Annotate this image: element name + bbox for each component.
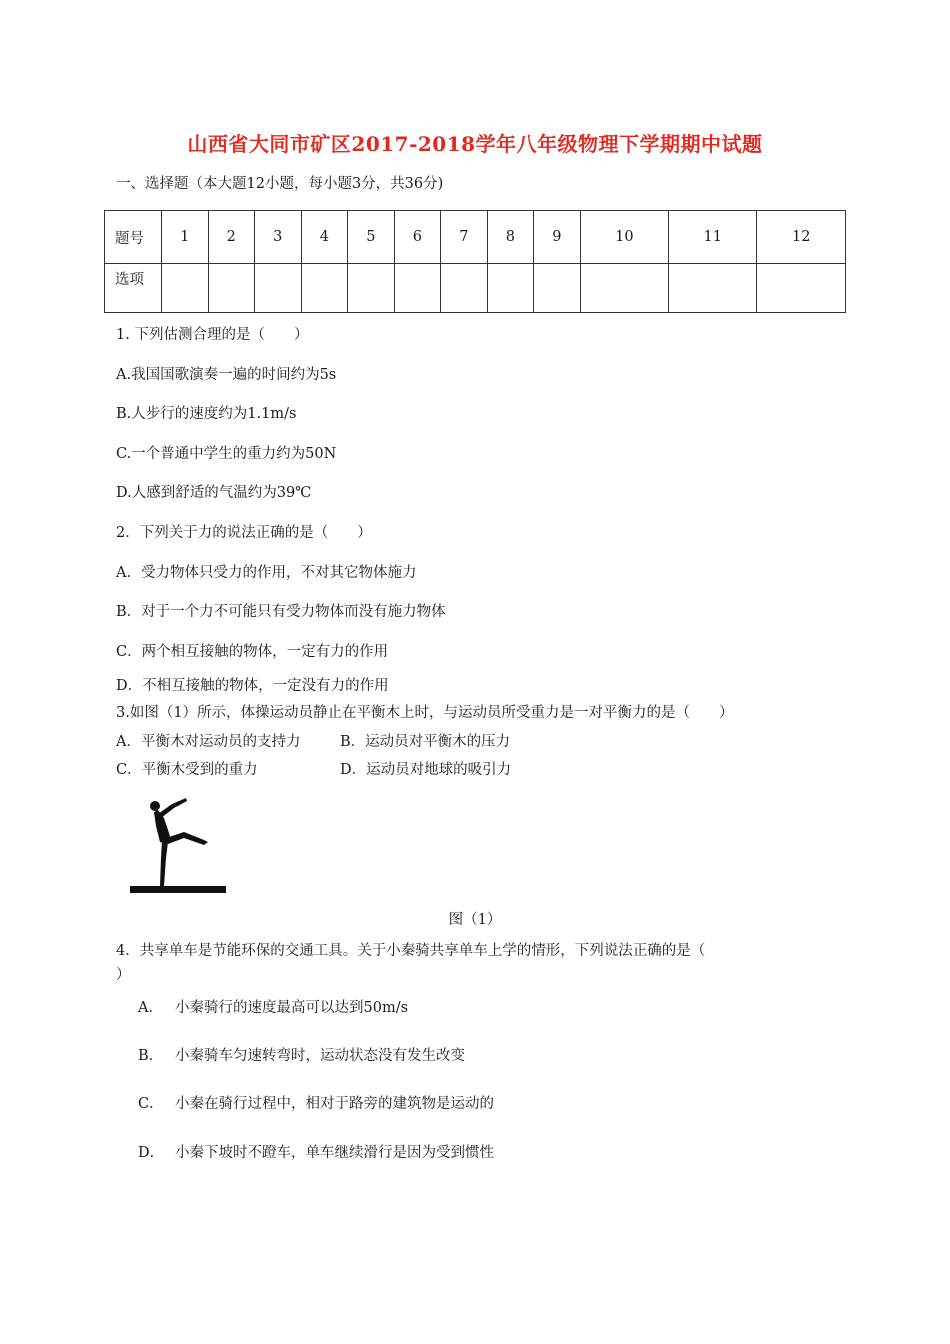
answer-table — [104, 210, 846, 313]
table-cell: 5 — [348, 211, 395, 264]
table-row — [105, 264, 846, 313]
gymnast-head — [150, 801, 160, 811]
answer-cell[interactable] — [348, 264, 395, 313]
option-letter: A． — [138, 1000, 163, 1016]
question-option: C．平衡木受到的重力 — [116, 762, 258, 778]
answer-cell[interactable] — [534, 264, 581, 313]
answer-cell[interactable] — [255, 264, 302, 313]
gymnast-arm — [158, 798, 187, 818]
question-option: C.一个普通中学生的重力约为50N — [116, 446, 337, 462]
question-stem: 1. 下列估测合理的是（ ） — [116, 327, 309, 343]
answer-cell[interactable] — [487, 264, 534, 313]
answer-cell[interactable] — [394, 264, 441, 313]
answer-cell[interactable] — [208, 264, 255, 313]
answer-cell[interactable] — [162, 264, 209, 313]
table-cell: 4 — [301, 211, 348, 264]
gymnast-figure — [128, 796, 228, 896]
question-option: D.人感到舒适的气温约为39℃ — [116, 485, 312, 501]
table-cell: 2 — [208, 211, 255, 264]
table-cell: 9 — [534, 211, 581, 264]
question-option: 小秦骑行的速度最高可以达到50m/s — [175, 1000, 409, 1016]
gymnast-raised-leg — [166, 832, 208, 845]
balance-beam — [130, 886, 226, 893]
gymnast-leg — [160, 840, 168, 886]
question-option: B.人步行的速度约为1.1m/s — [116, 406, 297, 422]
question-option: D．不相互接触的物体，一定没有力的作用 — [116, 678, 389, 694]
answer-cell[interactable] — [301, 264, 348, 313]
question-stem-continued: ） — [116, 967, 131, 983]
question-stem: 3.如图（1）所示，体操运动员静止在平衡木上时，与运动员所受重力是一对平衡力的是（ ） — [116, 705, 734, 721]
table-cell: 题号 — [105, 211, 162, 264]
table-cell: 选项 — [105, 264, 162, 313]
table-cell: 3 — [255, 211, 302, 264]
option-letter: D． — [138, 1145, 165, 1161]
table-row — [105, 211, 846, 264]
question-option: B．对于一个力不可能只有受力物体而没有施力物体 — [116, 604, 446, 620]
figure-caption: 图（1） — [448, 912, 502, 928]
question-option: 小秦下坡时不蹬车，单车继续滑行是因为受到惯性 — [175, 1145, 494, 1161]
table-cell: 11 — [669, 211, 757, 264]
question-option: C．两个相互接触的物体，一定有力的作用 — [116, 644, 389, 660]
question-option: A．受力物体只受力的作用，不对其它物体施力 — [116, 565, 417, 581]
answer-cell[interactable] — [441, 264, 488, 313]
answer-cell[interactable] — [580, 264, 668, 313]
option-letter: B． — [138, 1048, 164, 1064]
question-option: B．运动员对平衡木的压力 — [340, 734, 511, 750]
answer-cell[interactable] — [757, 264, 846, 313]
table-cell: 8 — [487, 211, 534, 264]
table-cell: 6 — [394, 211, 441, 264]
question-option: A．平衡木对运动员的支持力 — [116, 734, 301, 750]
table-cell: 7 — [441, 211, 488, 264]
option-letter: C． — [138, 1096, 164, 1112]
table-cell: 1 — [162, 211, 209, 264]
question-stem: 4．共享单车是节能环保的交通工具。关于小秦骑共享单车上学的情形，下列说法正确的是（ — [116, 943, 706, 959]
question-option: 小秦在骑行过程中，相对于路旁的建筑物是运动的 — [175, 1096, 494, 1112]
answer-cell[interactable] — [669, 264, 757, 313]
page-title: 山西省大同市矿区2017-2018学年八年级物理下学期期中试题 — [187, 132, 763, 156]
table-cell: 12 — [757, 211, 846, 264]
question-stem: 2．下列关于力的说法正确的是（ ） — [116, 525, 372, 541]
section-heading: 一、选择题（本大题12小题，每小题3分，共36分) — [116, 176, 444, 192]
table-cell: 10 — [580, 211, 668, 264]
question-option: D．运动员对地球的吸引力 — [340, 762, 512, 778]
question-option: 小秦骑车匀速转弯时，运动状态没有发生改变 — [175, 1048, 465, 1064]
question-option: A.我国国歌演奏一遍的时间约为5s — [116, 367, 337, 383]
